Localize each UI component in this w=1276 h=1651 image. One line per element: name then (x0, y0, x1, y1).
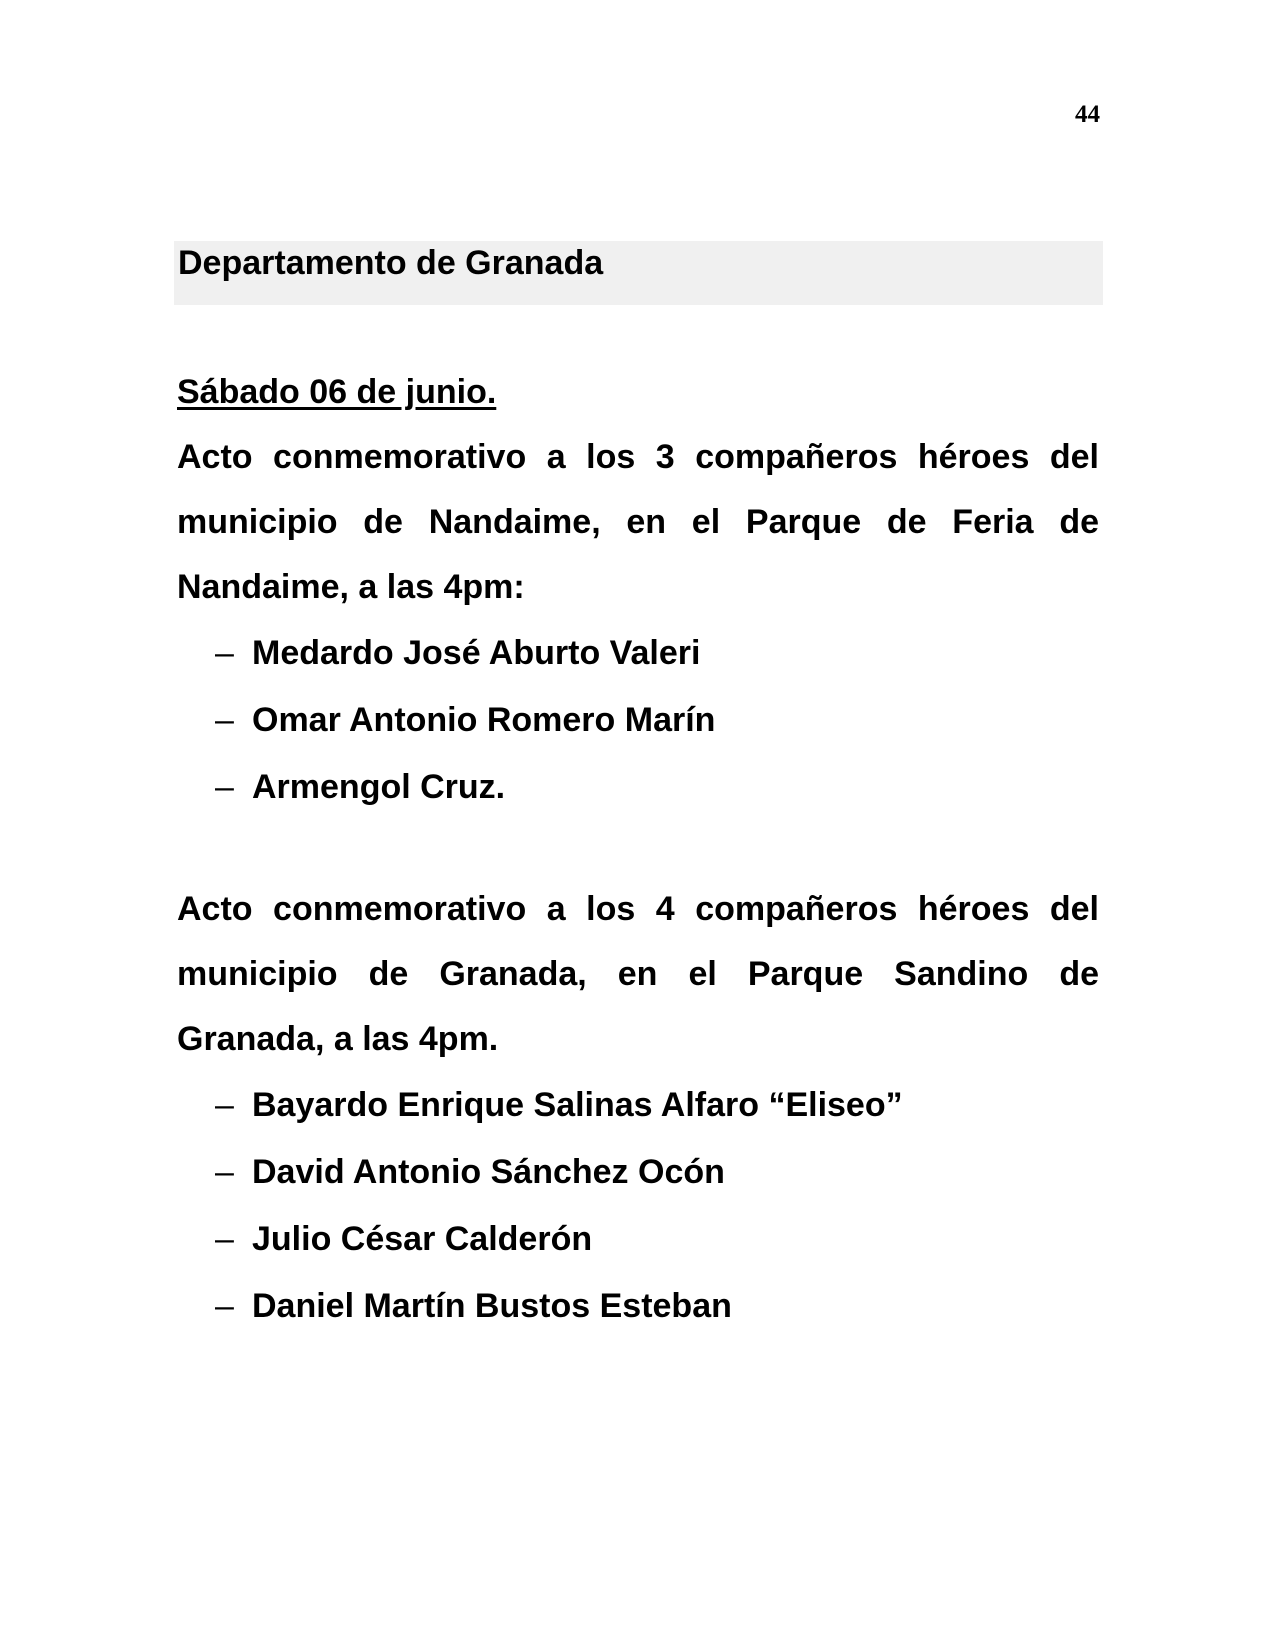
list-item (177, 754, 1099, 821)
hero-name: Medardo José Aburto Valeri (252, 634, 701, 672)
hero-name: Omar Antonio Romero Marín (252, 701, 716, 739)
event-description: Acto conmemorativo a los 4 compañeros héroes del municipio de Granada, en el Parque Sandino de Granada, a las 4pm. (177, 890, 1099, 1058)
page-number: 44 (1075, 101, 1100, 128)
hero-name: Daniel Martín Bustos Esteban (252, 1287, 732, 1325)
dash-bullet: – (215, 1086, 234, 1124)
list-item (177, 1139, 1099, 1206)
hero-name: David Antonio Sánchez Ocón (252, 1153, 725, 1191)
hero-list (177, 620, 1099, 821)
dash-bullet: – (215, 634, 234, 672)
hero-name: Armengol Cruz. (252, 768, 506, 806)
document-body (177, 359, 1099, 1340)
list-item (177, 620, 1099, 687)
list-item (177, 687, 1099, 754)
hero-name: Julio César Calderón (252, 1220, 593, 1258)
spacer (177, 821, 1099, 877)
dash-bullet: – (215, 1153, 234, 1191)
hero-list (177, 1072, 1099, 1340)
dash-bullet: – (215, 1220, 234, 1258)
hero-name: Bayardo Enrique Salinas Alfaro “Eliseo” (252, 1086, 903, 1124)
list-item (177, 1273, 1099, 1340)
section-title: Departamento de Granada (178, 244, 604, 282)
event-date: Sábado 06 de junio. (177, 373, 497, 411)
section-header (174, 241, 1103, 305)
list-item (177, 1072, 1099, 1139)
dash-bullet: – (215, 701, 234, 739)
dash-bullet: – (215, 768, 234, 806)
list-item (177, 1206, 1099, 1273)
dash-bullet: – (215, 1287, 234, 1325)
event-description: Acto conmemorativo a los 3 compañeros héroes del municipio de Nandaime, en el Parque de Feria de Nandaime, a las 4pm: (177, 438, 1099, 606)
